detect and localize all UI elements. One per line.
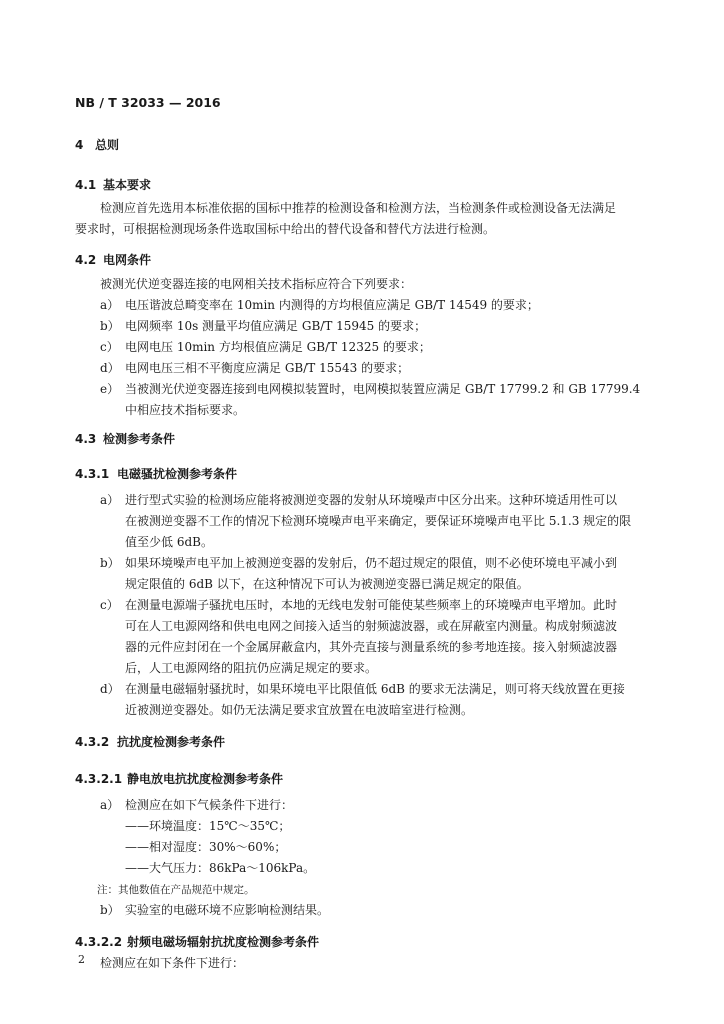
section-title: 电磁骚扰检测参考条件 — [117, 467, 238, 481]
section-title: 抗扰度检测参考条件 — [117, 735, 226, 749]
list-text: 在被测逆变器不工作的情况下检测环境噪声电平来确定，要保证环境噪声电平比 5.1.3 规定的限 — [125, 514, 632, 528]
list-label: b） — [100, 319, 120, 333]
section-number: 4.3.2.1 — [75, 772, 123, 786]
section-title: 基本要求 — [103, 178, 152, 192]
list-label: b） — [100, 556, 120, 570]
list-text: 在测量电源端子骚扰电压时，本地的无线电发射可能使某些频率上的环境噪声电平增加。此时 — [125, 598, 618, 612]
list-text: 器的元件应封闭在一个金属屏蔽盒内，其外壳直接与测量系统的参考地连接。接入射频滤波器 — [125, 640, 618, 654]
section-title: 总则 — [95, 138, 120, 152]
section-number: 4 — [75, 138, 84, 152]
list-label: a） — [100, 798, 120, 812]
list-text: 电压谐波总畸变率在 10min 内测得的方均根值应满足 GB/T 14549 的要求； — [125, 298, 539, 312]
section-4-3-2-1-heading — [75, 770, 283, 787]
list-label: b） — [100, 903, 120, 917]
list-text: 如果环境噪声电平加上被测逆变器的发射后，仍不超过规定的限值，则不必使环境电平减小到 — [125, 556, 618, 570]
section-number: 4.1 — [75, 178, 97, 192]
section-4-1-heading — [75, 176, 151, 193]
list-label: c） — [100, 340, 119, 354]
paragraph-line: 检测应在如下条件下进行： — [100, 956, 245, 970]
list-label: a） — [100, 298, 120, 312]
paragraph-line: 检测应首先选用本标准依据的国标中推荐的检测设备和检测方法，当检测条件或检测设备无法满足 — [100, 201, 617, 215]
section-4-heading — [75, 136, 119, 153]
list-text: 值至少低 6dB。 — [125, 535, 213, 549]
list-text: 规定限值的 6dB 以下，在这种情况下可认为被测逆变器已满足规定的限值。 — [125, 577, 529, 591]
list-label: d） — [100, 682, 120, 696]
section-4-3-1-heading — [75, 465, 237, 482]
list-text: 电网电压三相不平衡度应满足 GB/T 15543 的要求； — [125, 361, 410, 375]
note: 注：其他数值在产品规范中规定。 — [97, 884, 255, 896]
list-text: 近被测逆变器处。如仍无法满足要求宜放置在电波暗室进行检测。 — [125, 703, 474, 717]
list-label: e） — [100, 382, 120, 396]
list-text: 实验室的电磁环境不应影响检测结果。 — [125, 903, 330, 917]
list-text: 在测量电磁辐射骚扰时，如果环境电平比限值低 6dB 的要求无法满足，则可将天线放置在更接 — [125, 682, 625, 696]
paragraph-line: 被测光伏逆变器连接的电网相关技术指标应符合下列要求： — [100, 277, 413, 291]
section-title: 静电放电抗扰度检测参考条件 — [127, 772, 284, 786]
list-text: 中相应技术指标要求。 — [125, 403, 246, 417]
page-number: 2 — [78, 953, 85, 966]
section-number: 4.3.2.2 — [75, 935, 123, 949]
list-label: d） — [100, 361, 120, 375]
paragraph-line: 要求时，可根据检测现场条件选取国标中给出的替代设备和替代方法进行检测。 — [75, 222, 496, 236]
section-number: 4.3 — [75, 432, 97, 446]
list-text: 电网电压 10min 方均根值应满足 GB/T 12325 的要求； — [125, 340, 431, 354]
section-4-3-2-2-heading — [75, 933, 319, 950]
section-title: 检测参考条件 — [103, 432, 176, 446]
section-number: 4.3.1 — [75, 467, 110, 481]
list-text: 可在人工电源网络和供电电网之间接入适当的射频滤波器，或在屏蔽室内测量。构成射频滤波 — [125, 619, 618, 633]
section-number: 4.3.2 — [75, 735, 110, 749]
dash-item: ——环境温度：15℃～35℃； — [125, 819, 291, 833]
section-4-3-2-heading — [75, 733, 225, 750]
list-text: 检测应在如下气候条件下进行： — [125, 798, 294, 812]
section-number: 4.2 — [75, 253, 97, 267]
section-title: 电网条件 — [103, 253, 152, 267]
section-4-2-heading — [75, 251, 151, 268]
dash-item: ——相对湿度：30%～60%； — [125, 840, 287, 854]
list-text: 后，人工电源网络的阻抗仍应满足规定的要求。 — [125, 661, 378, 675]
list-text: 进行型式实验的检测场应能将被测逆变器的发射从环境噪声中区分出来。这种环境适用性可以 — [125, 493, 618, 507]
dash-item: ——大气压力：86kPa～106kPa。 — [125, 861, 316, 875]
list-label: c） — [100, 598, 119, 612]
list-text: 电网频率 10s 测量平均值应满足 GB/T 15945 的要求； — [125, 319, 427, 333]
section-4-3-heading — [75, 430, 175, 447]
list-text: 当被测光伏逆变器连接到电网模拟装置时，电网模拟装置应满足 GB/T 17799.2 和 GB 17799.4 — [125, 382, 641, 396]
section-title: 射频电磁场辐射抗扰度检测参考条件 — [127, 935, 320, 949]
standard-header: NB / T 32033 — 2016 — [75, 95, 221, 110]
list-label: a） — [100, 493, 120, 507]
